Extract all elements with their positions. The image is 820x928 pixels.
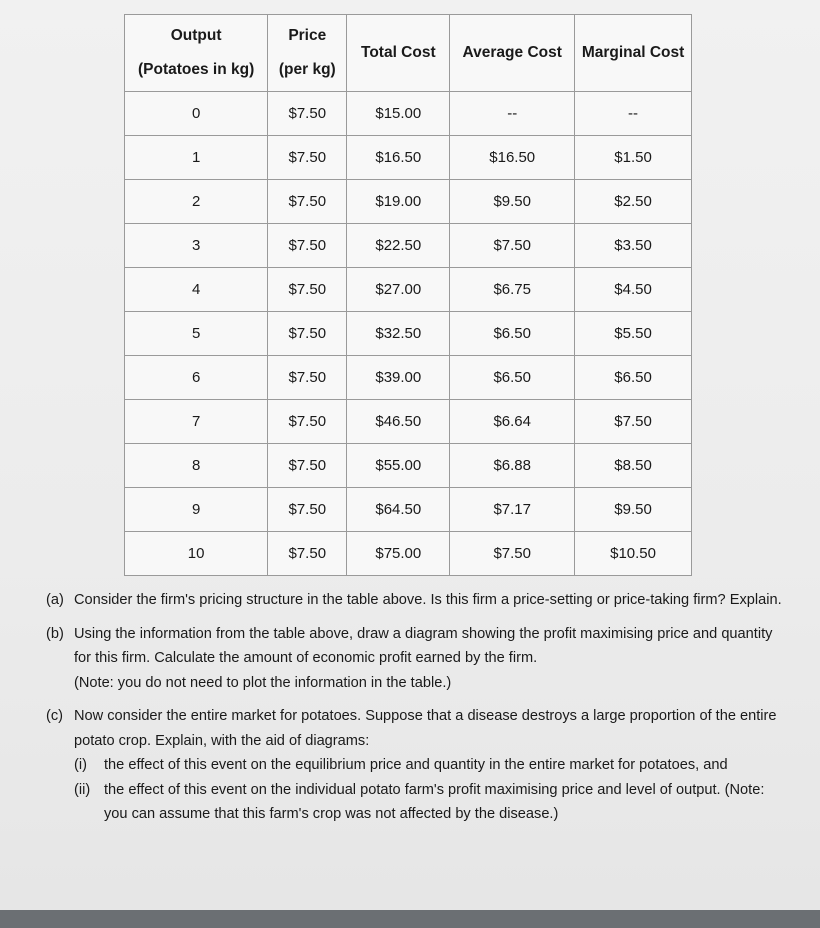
header-price xyxy=(268,15,347,92)
question-a xyxy=(46,588,786,613)
cell-marginal-cost: -- xyxy=(575,92,692,136)
cell-total-cost: $15.00 xyxy=(347,92,450,136)
cost-table xyxy=(124,14,692,576)
cell-price: $7.50 xyxy=(268,488,347,532)
cell-price: $7.50 xyxy=(268,532,347,576)
question-c-i-label: (i) xyxy=(74,757,87,773)
question-c-label: (c) xyxy=(46,708,64,724)
question-b xyxy=(46,622,786,696)
header-marginal-cost: Marginal Cost xyxy=(575,15,692,92)
cell-total-cost: $32.50 xyxy=(347,312,450,356)
table-row xyxy=(125,136,692,180)
table-header-row xyxy=(125,15,692,92)
table-row xyxy=(125,488,692,532)
cell-price: $7.50 xyxy=(268,400,347,444)
cell-output: 9 xyxy=(125,488,268,532)
cell-output: 8 xyxy=(125,444,268,488)
cell-marginal-cost: $5.50 xyxy=(575,312,692,356)
table-row xyxy=(125,532,692,576)
cell-marginal-cost: $4.50 xyxy=(575,268,692,312)
cell-price: $7.50 xyxy=(268,180,347,224)
table-row xyxy=(125,92,692,136)
question-c-ii-label: (ii) xyxy=(74,781,91,798)
cell-average-cost: $7.50 xyxy=(450,532,575,576)
table-row xyxy=(125,268,692,312)
cell-total-cost: $55.00 xyxy=(347,444,450,488)
cell-price: $7.50 xyxy=(268,312,347,356)
cell-price: $7.50 xyxy=(268,92,347,136)
table-row xyxy=(125,356,692,400)
question-c-ii-text: the effect of this event on the individual potato farm's profit maximising price and level of output. (Note: you can assume that this farm's crop was not affected by the disease.) xyxy=(104,781,765,822)
cell-average-cost: $6.64 xyxy=(450,400,575,444)
cell-output: 6 xyxy=(125,356,268,400)
cell-output: 1 xyxy=(125,136,268,180)
cell-marginal-cost: $7.50 xyxy=(575,400,692,444)
header-total-cost: Total Cost xyxy=(347,15,450,92)
cell-marginal-cost: $10.50 xyxy=(575,532,692,576)
cell-output: 7 xyxy=(125,400,268,444)
cell-average-cost: $6.50 xyxy=(450,312,575,356)
cell-price: $7.50 xyxy=(268,268,347,312)
question-b-label: (b) xyxy=(46,625,64,642)
cell-average-cost: $16.50 xyxy=(450,136,575,180)
question-a-label: (a) xyxy=(46,592,64,608)
cell-average-cost: $6.75 xyxy=(450,268,575,312)
header-output xyxy=(125,15,268,92)
table-row xyxy=(125,180,692,224)
question-b-text: Using the information from the table above, draw a diagram showing the profit maximising price and quantity for this firm. Calculate the amount of economic profit earned by the firm. xyxy=(74,625,773,666)
table-body xyxy=(125,92,692,576)
question-c-text: Now consider the entire market for potatoes. Suppose that a disease destroys a large proportion of the entire potato crop. Explain, with the aid of diagrams: xyxy=(74,708,777,749)
cell-total-cost: $75.00 xyxy=(347,532,450,576)
cell-marginal-cost: $6.50 xyxy=(575,356,692,400)
cell-average-cost: $7.50 xyxy=(450,224,575,268)
table-row xyxy=(125,400,692,444)
cell-average-cost: $6.88 xyxy=(450,444,575,488)
questions xyxy=(46,588,786,836)
cell-marginal-cost: $9.50 xyxy=(575,488,692,532)
cell-average-cost: -- xyxy=(450,92,575,136)
cell-output: 2 xyxy=(125,180,268,224)
table-row xyxy=(125,224,692,268)
cell-marginal-cost: $3.50 xyxy=(575,224,692,268)
question-c-i xyxy=(74,753,786,778)
cell-price: $7.50 xyxy=(268,224,347,268)
question-a-text: Consider the firm's pricing structure in the table above. Is this firm a price-setting or price-taking firm? Explain. xyxy=(74,592,782,608)
cell-output: 4 xyxy=(125,268,268,312)
cell-average-cost: $9.50 xyxy=(450,180,575,224)
cell-price: $7.50 xyxy=(268,136,347,180)
cell-total-cost: $39.00 xyxy=(347,356,450,400)
cell-marginal-cost: $2.50 xyxy=(575,180,692,224)
question-c xyxy=(46,704,786,827)
cell-total-cost: $27.00 xyxy=(347,268,450,312)
cell-output: 3 xyxy=(125,224,268,268)
cell-average-cost: $6.50 xyxy=(450,356,575,400)
cell-price: $7.50 xyxy=(268,356,347,400)
question-b-note: (Note: you do not need to plot the information in the table.) xyxy=(74,674,452,691)
cell-marginal-cost: $8.50 xyxy=(575,444,692,488)
question-c-ii xyxy=(74,778,786,827)
cell-total-cost: $22.50 xyxy=(347,224,450,268)
header-price-line2: (per kg) xyxy=(278,61,336,78)
cell-marginal-cost: $1.50 xyxy=(575,136,692,180)
header-average-cost: Average Cost xyxy=(450,15,575,92)
header-output-line2: (Potatoes in kg) xyxy=(137,61,255,78)
cell-output: 0 xyxy=(125,92,268,136)
cell-total-cost: $19.00 xyxy=(347,180,450,224)
table-row xyxy=(125,444,692,488)
cell-total-cost: $46.50 xyxy=(347,400,450,444)
cell-average-cost: $7.17 xyxy=(450,488,575,532)
cell-output: 10 xyxy=(125,532,268,576)
cell-total-cost: $64.50 xyxy=(347,488,450,532)
cell-total-cost: $16.50 xyxy=(347,136,450,180)
question-c-i-text: the effect of this event on the equilibrium price and quantity in the entire market for potatoes, and xyxy=(104,757,728,773)
header-price-line1: Price xyxy=(288,27,327,44)
bottom-bar xyxy=(0,910,820,928)
table-row xyxy=(125,312,692,356)
cell-output: 5 xyxy=(125,312,268,356)
header-output-line1: Output xyxy=(170,27,222,44)
cell-price: $7.50 xyxy=(268,444,347,488)
